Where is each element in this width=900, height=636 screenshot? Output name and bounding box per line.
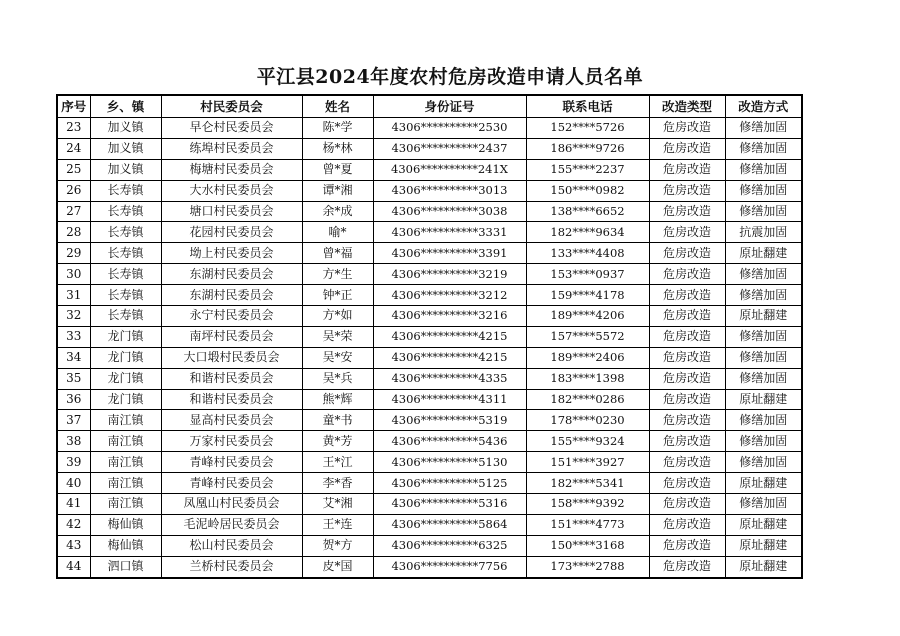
cell-town: 长寿镇 [90, 201, 161, 222]
cell-id-number: 4306**********5864 [373, 514, 526, 535]
table-row [57, 452, 802, 473]
cell-renovation-method: 修缮加固 [725, 118, 802, 139]
table-row [57, 473, 802, 494]
cell-renovation-type: 危房改造 [649, 159, 725, 180]
cell-index: 38 [57, 431, 90, 452]
cell-town: 长寿镇 [90, 243, 161, 264]
cell-id-number: 4306**********5316 [373, 494, 526, 515]
cell-phone: 151****3927 [526, 452, 649, 473]
cell-renovation-type: 危房改造 [649, 264, 725, 285]
cell-name: 杨*林 [302, 138, 373, 159]
cell-id-number: 4306**********4311 [373, 389, 526, 410]
cell-phone: 186****9726 [526, 138, 649, 159]
cell-village-committee: 南坪村民委员会 [161, 326, 302, 347]
table-row [57, 285, 802, 306]
cell-renovation-type: 危房改造 [649, 243, 725, 264]
cell-phone: 157****5572 [526, 326, 649, 347]
cell-phone: 150****3168 [526, 535, 649, 556]
cell-renovation-method: 修缮加固 [725, 201, 802, 222]
cell-town: 梅仙镇 [90, 535, 161, 556]
cell-town: 南江镇 [90, 452, 161, 473]
cell-renovation-type: 危房改造 [649, 285, 725, 306]
cell-name: 童*书 [302, 410, 373, 431]
table-row [57, 264, 802, 285]
cell-name: 熊*辉 [302, 389, 373, 410]
cell-renovation-type: 危房改造 [649, 326, 725, 347]
cell-renovation-method: 修缮加固 [725, 326, 802, 347]
cell-renovation-method: 原址翻建 [725, 243, 802, 264]
cell-village-committee: 凤凰山村民委员会 [161, 494, 302, 515]
table-row [57, 138, 802, 159]
cell-id-number: 4306**********2437 [373, 138, 526, 159]
cell-index: 31 [57, 285, 90, 306]
cell-renovation-type: 危房改造 [649, 201, 725, 222]
table-row [57, 306, 802, 327]
table-row [57, 243, 802, 264]
cell-phone: 182****0286 [526, 389, 649, 410]
cell-village-committee: 塘口村民委员会 [161, 201, 302, 222]
cell-id-number: 4306**********5319 [373, 410, 526, 431]
cell-renovation-type: 危房改造 [649, 431, 725, 452]
cell-renovation-method: 修缮加固 [725, 494, 802, 515]
cell-phone: 138****6652 [526, 201, 649, 222]
cell-id-number: 4306**********3216 [373, 306, 526, 327]
cell-id-number: 4306**********6325 [373, 535, 526, 556]
table-row [57, 201, 802, 222]
cell-town: 长寿镇 [90, 222, 161, 243]
cell-id-number: 4306**********4335 [373, 368, 526, 389]
cell-renovation-type: 危房改造 [649, 410, 725, 431]
table-row [57, 368, 802, 389]
cell-index: 29 [57, 243, 90, 264]
cell-renovation-method: 原址翻建 [725, 473, 802, 494]
cell-town: 加义镇 [90, 159, 161, 180]
cell-index: 27 [57, 201, 90, 222]
table-header-row [57, 95, 802, 118]
cell-town: 加义镇 [90, 118, 161, 139]
cell-village-committee: 万家村民委员会 [161, 431, 302, 452]
cell-id-number: 4306**********3219 [373, 264, 526, 285]
cell-village-committee: 松山村民委员会 [161, 535, 302, 556]
cell-renovation-method: 原址翻建 [725, 306, 802, 327]
cell-town: 龙门镇 [90, 326, 161, 347]
table-row [57, 410, 802, 431]
cell-name: 皮*国 [302, 556, 373, 577]
table-row [57, 222, 802, 243]
cell-renovation-method: 原址翻建 [725, 389, 802, 410]
cell-renovation-type: 危房改造 [649, 138, 725, 159]
cell-phone: 159****4178 [526, 285, 649, 306]
cell-village-committee: 练埠村民委员会 [161, 138, 302, 159]
cell-phone: 155****9324 [526, 431, 649, 452]
cell-index: 25 [57, 159, 90, 180]
cell-id-number: 4306**********5130 [373, 452, 526, 473]
cell-name: 王*江 [302, 452, 373, 473]
cell-town: 龙门镇 [90, 347, 161, 368]
cell-renovation-type: 危房改造 [649, 494, 725, 515]
cell-index: 28 [57, 222, 90, 243]
cell-id-number: 4306**********3212 [373, 285, 526, 306]
cell-town: 长寿镇 [90, 285, 161, 306]
table-row [57, 347, 802, 368]
cell-renovation-type: 危房改造 [649, 180, 725, 201]
cell-phone: 158****9392 [526, 494, 649, 515]
cell-village-committee: 和谐村民委员会 [161, 389, 302, 410]
cell-town: 南江镇 [90, 431, 161, 452]
cell-renovation-method: 修缮加固 [725, 264, 802, 285]
cell-village-committee: 东湖村民委员会 [161, 285, 302, 306]
table-body [57, 118, 802, 578]
cell-name: 李*香 [302, 473, 373, 494]
cell-phone: 153****0937 [526, 264, 649, 285]
table-row [57, 159, 802, 180]
cell-id-number: 4306**********3391 [373, 243, 526, 264]
header-id-number: 身份证号 [373, 95, 526, 118]
cell-name: 王*连 [302, 514, 373, 535]
cell-village-committee: 青峰村民委员会 [161, 452, 302, 473]
cell-index: 40 [57, 473, 90, 494]
cell-name: 钟*正 [302, 285, 373, 306]
header-phone: 联系电话 [526, 95, 649, 118]
cell-renovation-type: 危房改造 [649, 452, 725, 473]
cell-village-committee: 永宁村民委员会 [161, 306, 302, 327]
cell-renovation-method: 修缮加固 [725, 431, 802, 452]
cell-town: 长寿镇 [90, 264, 161, 285]
cell-renovation-type: 危房改造 [649, 222, 725, 243]
cell-phone: 182****9634 [526, 222, 649, 243]
header-renovation-type: 改造类型 [649, 95, 725, 118]
cell-id-number: 4306**********3331 [373, 222, 526, 243]
applicant-table [56, 94, 803, 579]
cell-name: 陈*学 [302, 118, 373, 139]
cell-phone: 183****1398 [526, 368, 649, 389]
cell-renovation-method: 修缮加固 [725, 410, 802, 431]
cell-name: 方*如 [302, 306, 373, 327]
cell-index: 36 [57, 389, 90, 410]
cell-renovation-method: 修缮加固 [725, 285, 802, 306]
cell-renovation-method: 修缮加固 [725, 159, 802, 180]
cell-index: 35 [57, 368, 90, 389]
cell-town: 泗口镇 [90, 556, 161, 577]
table-row [57, 556, 802, 577]
cell-name: 黄*芳 [302, 431, 373, 452]
cell-name: 吴*安 [302, 347, 373, 368]
cell-index: 34 [57, 347, 90, 368]
header-village-committee: 村民委员会 [161, 95, 302, 118]
header-index: 序号 [57, 95, 90, 118]
cell-name: 谭*湘 [302, 180, 373, 201]
cell-id-number: 4306**********5125 [373, 473, 526, 494]
cell-id-number: 4306**********241X [373, 159, 526, 180]
cell-index: 30 [57, 264, 90, 285]
cell-id-number: 4306**********4215 [373, 326, 526, 347]
cell-renovation-method: 抗震加固 [725, 222, 802, 243]
cell-renovation-method: 原址翻建 [725, 535, 802, 556]
cell-phone: 182****5341 [526, 473, 649, 494]
cell-village-committee: 显高村民委员会 [161, 410, 302, 431]
cell-phone: 189****2406 [526, 347, 649, 368]
cell-name: 曾*夏 [302, 159, 373, 180]
table-row [57, 326, 802, 347]
cell-village-committee: 早仑村民委员会 [161, 118, 302, 139]
table-row [57, 494, 802, 515]
cell-renovation-method: 原址翻建 [725, 514, 802, 535]
cell-phone: 151****4773 [526, 514, 649, 535]
cell-renovation-type: 危房改造 [649, 535, 725, 556]
cell-town: 梅仙镇 [90, 514, 161, 535]
header-town: 乡、镇 [90, 95, 161, 118]
cell-index: 39 [57, 452, 90, 473]
cell-village-committee: 花园村民委员会 [161, 222, 302, 243]
cell-phone: 178****0230 [526, 410, 649, 431]
cell-name: 喻* [302, 222, 373, 243]
cell-renovation-method: 修缮加固 [725, 138, 802, 159]
cell-index: 41 [57, 494, 90, 515]
cell-renovation-method: 修缮加固 [725, 180, 802, 201]
table-row [57, 535, 802, 556]
cell-town: 龙门镇 [90, 389, 161, 410]
cell-town: 加义镇 [90, 138, 161, 159]
cell-renovation-type: 危房改造 [649, 514, 725, 535]
cell-phone: 133****4408 [526, 243, 649, 264]
cell-index: 26 [57, 180, 90, 201]
cell-renovation-method: 修缮加固 [725, 347, 802, 368]
cell-index: 43 [57, 535, 90, 556]
cell-name: 吴*荣 [302, 326, 373, 347]
cell-id-number: 4306**********2530 [373, 118, 526, 139]
cell-renovation-type: 危房改造 [649, 306, 725, 327]
cell-renovation-type: 危房改造 [649, 347, 725, 368]
cell-index: 23 [57, 118, 90, 139]
cell-town: 长寿镇 [90, 180, 161, 201]
cell-name: 余*成 [302, 201, 373, 222]
cell-name: 曾*福 [302, 243, 373, 264]
cell-phone: 152****5726 [526, 118, 649, 139]
cell-village-committee: 毛泥岭居民委员会 [161, 514, 302, 535]
cell-name: 方*生 [302, 264, 373, 285]
cell-renovation-type: 危房改造 [649, 556, 725, 577]
cell-id-number: 4306**********3038 [373, 201, 526, 222]
cell-id-number: 4306**********4215 [373, 347, 526, 368]
cell-renovation-type: 危房改造 [649, 118, 725, 139]
cell-renovation-type: 危房改造 [649, 473, 725, 494]
cell-id-number: 4306**********3013 [373, 180, 526, 201]
cell-town: 龙门镇 [90, 368, 161, 389]
cell-phone: 150****0982 [526, 180, 649, 201]
cell-village-committee: 兰桥村民委员会 [161, 556, 302, 577]
cell-name: 吴*兵 [302, 368, 373, 389]
cell-phone: 155****2237 [526, 159, 649, 180]
cell-index: 32 [57, 306, 90, 327]
cell-village-committee: 东湖村民委员会 [161, 264, 302, 285]
cell-renovation-method: 修缮加固 [725, 368, 802, 389]
cell-renovation-type: 危房改造 [649, 368, 725, 389]
table-row [57, 118, 802, 139]
cell-renovation-method: 原址翻建 [725, 556, 802, 577]
cell-village-committee: 和谐村民委员会 [161, 368, 302, 389]
cell-town: 南江镇 [90, 410, 161, 431]
cell-village-committee: 梅塘村民委员会 [161, 159, 302, 180]
table-row [57, 514, 802, 535]
cell-id-number: 4306**********7756 [373, 556, 526, 577]
header-renovation-method: 改造方式 [725, 95, 802, 118]
document-title: 平江县2024年度农村危房改造申请人员名单 [256, 66, 644, 88]
table-row [57, 180, 802, 201]
header-name: 姓名 [302, 95, 373, 118]
cell-index: 42 [57, 514, 90, 535]
table-row [57, 431, 802, 452]
cell-phone: 189****4206 [526, 306, 649, 327]
cell-name: 贺*方 [302, 535, 373, 556]
cell-name: 艾*湘 [302, 494, 373, 515]
cell-id-number: 4306**********5436 [373, 431, 526, 452]
cell-renovation-type: 危房改造 [649, 389, 725, 410]
cell-town: 南江镇 [90, 473, 161, 494]
cell-index: 24 [57, 138, 90, 159]
cell-village-committee: 大水村民委员会 [161, 180, 302, 201]
cell-index: 44 [57, 556, 90, 577]
cell-village-committee: 大口塅村民委员会 [161, 347, 302, 368]
cell-index: 33 [57, 326, 90, 347]
cell-renovation-method: 修缮加固 [725, 452, 802, 473]
cell-phone: 173****2788 [526, 556, 649, 577]
cell-town: 南江镇 [90, 494, 161, 515]
table-row [57, 389, 802, 410]
cell-index: 37 [57, 410, 90, 431]
cell-town: 长寿镇 [90, 306, 161, 327]
cell-village-committee: 坳上村民委员会 [161, 243, 302, 264]
cell-village-committee: 青峰村民委员会 [161, 473, 302, 494]
